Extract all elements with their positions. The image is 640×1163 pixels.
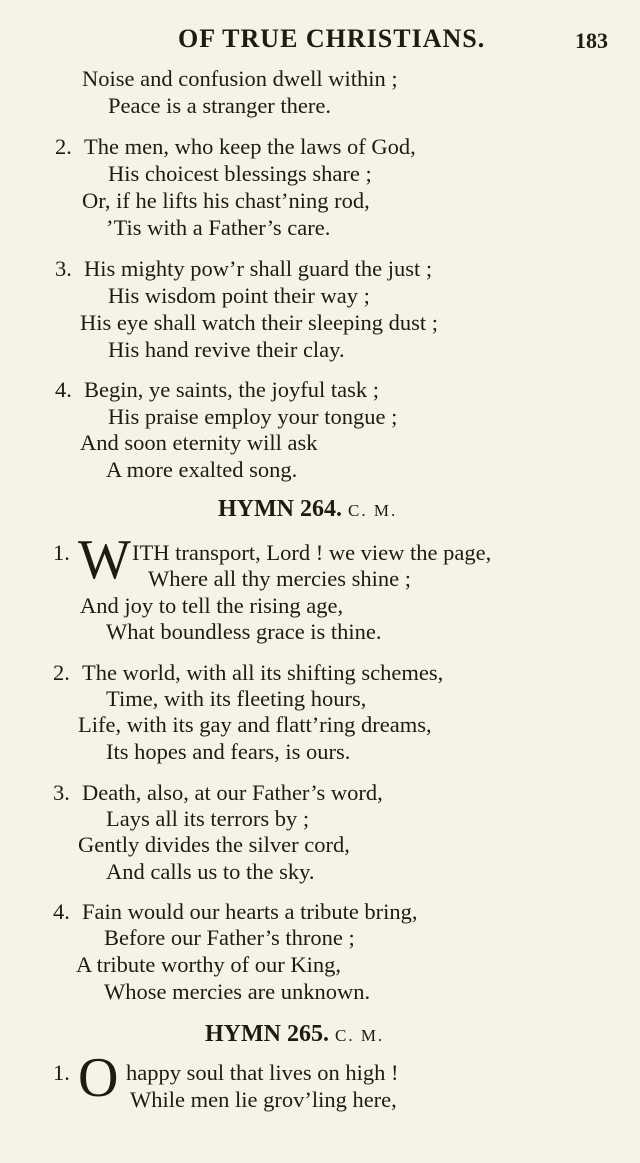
verse-line: Gently divides the silver cord,: [78, 832, 350, 857]
hymn-meter: C. M.: [347, 501, 398, 520]
running-header: OF TRUE CHRISTIANS.: [178, 24, 486, 53]
verse-line: The men, who keep the laws of God,: [84, 134, 416, 159]
verse-line: Peace is a stranger there.: [108, 93, 332, 118]
verse-line: Before our Father’s throne ;: [104, 925, 355, 950]
verse-number: 1.: [53, 1060, 70, 1085]
verse-line: Whose mercies are unknown.: [104, 979, 371, 1004]
hymn-heading: [218, 496, 397, 523]
drop-cap: O: [78, 1047, 119, 1109]
verse-line: And soon eternity will ask: [80, 430, 318, 455]
verse-line: Or, if he lifts his chast’ning rod,: [82, 188, 370, 213]
verse-line: Begin, ye saints, the joyful task ;: [84, 377, 379, 402]
hymn-meter: C. M.: [334, 1026, 385, 1045]
verse-line: Its hopes and fears, is ours.: [106, 739, 351, 764]
verse-number: 4.: [55, 377, 72, 402]
verse-line: happy soul that lives on high !: [126, 1060, 399, 1085]
drop-cap: W: [78, 529, 131, 591]
verse-line: His mighty pow’r shall guard the just ;: [84, 256, 433, 281]
verse-number: 3.: [55, 256, 72, 281]
verse-number: 1.: [53, 540, 70, 565]
verse-number: 2.: [55, 134, 72, 159]
verse-line: ITH transport, Lord ! we view the page,: [132, 540, 492, 565]
verse-line: A tribute worthy of our King,: [76, 952, 341, 977]
verse-line: A more exalted song.: [106, 457, 298, 482]
page-number: 183: [575, 28, 608, 53]
verse-line: Lays all its terrors by ;: [106, 806, 310, 831]
verse-line: The world, with all its shifting schemes,: [82, 660, 444, 685]
verse-line: His wisdom point their way ;: [108, 283, 370, 308]
verse-line: While men lie grov’ling here,: [130, 1087, 397, 1112]
verse-line: And joy to tell the rising age,: [80, 593, 344, 618]
verse-line: And calls us to the sky.: [106, 859, 315, 884]
verse-line: His hand revive their clay.: [108, 337, 345, 362]
hymn-heading: [205, 1021, 384, 1048]
verse-line: His praise employ your tongue ;: [108, 404, 398, 429]
verse-line: Death, also, at our Father’s word,: [82, 780, 383, 805]
verse-line: Fain would our hearts a tribute bring,: [82, 899, 418, 924]
verse-line: Noise and confusion dwell within ;: [82, 66, 398, 91]
verse-line: Life, with its gay and flatt’ring dreams,: [78, 712, 432, 737]
verse-line: His choicest blessings share ;: [108, 161, 372, 186]
verse-number: 2.: [53, 660, 70, 685]
verse-number: 3.: [53, 780, 70, 805]
verse-number: 4.: [53, 899, 70, 924]
hymn-title: HYMN 264.: [218, 496, 342, 522]
hymn-title: HYMN 265.: [205, 1021, 329, 1047]
verse-line: His eye shall watch their sleeping dust ;: [80, 310, 439, 335]
verse-line: What boundless grace is thine.: [106, 619, 382, 644]
verse-line: ’Tis with a Father’s care.: [106, 215, 331, 240]
verse-line: Where all thy mercies shine ;: [148, 566, 412, 591]
verse-line: Time, with its fleeting hours,: [106, 686, 367, 711]
